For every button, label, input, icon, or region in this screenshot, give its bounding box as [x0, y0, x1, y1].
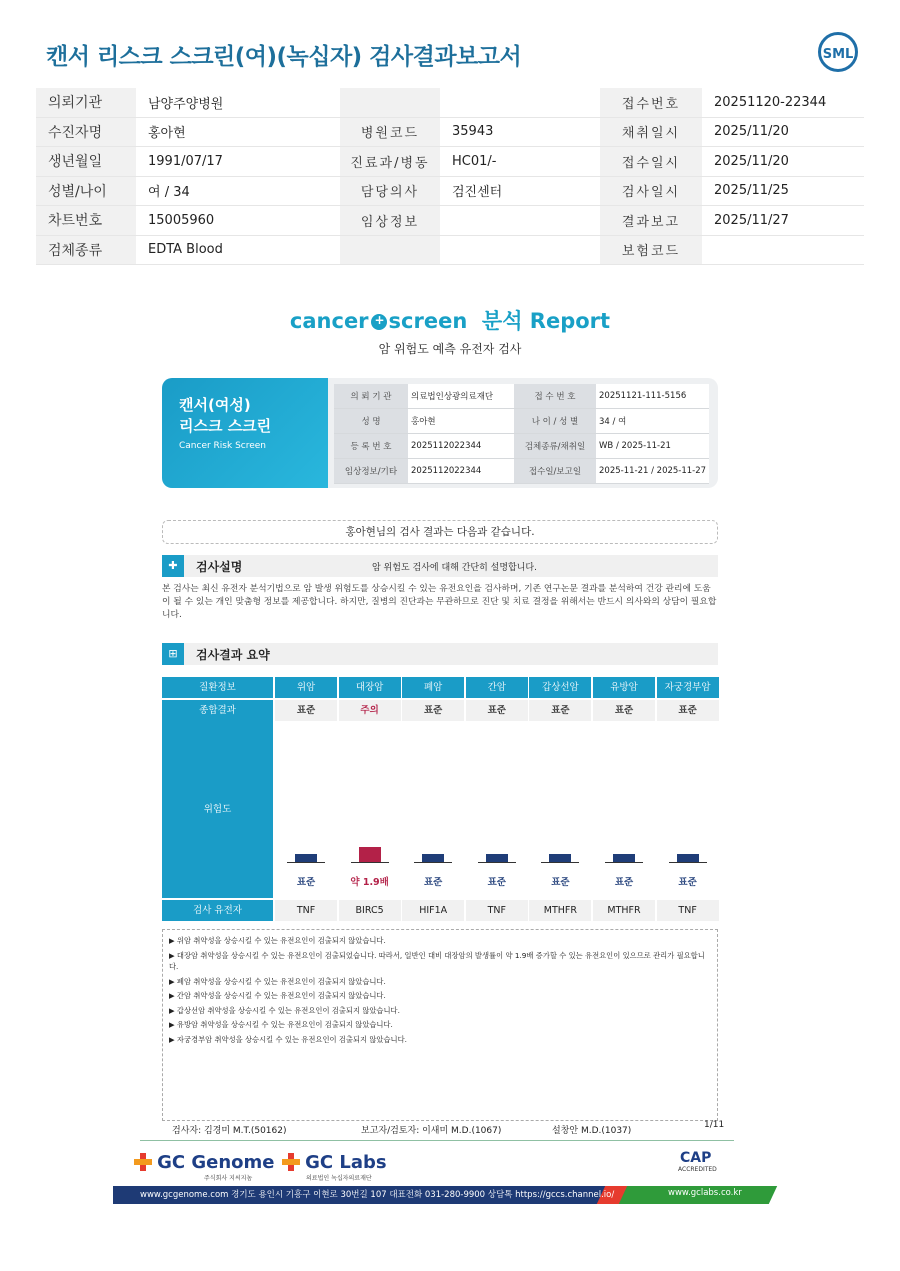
result-notice: 홍아현님의 검사 결과는 다음과 같습니다. — [162, 520, 718, 544]
tested-gene: HIF1A — [402, 900, 464, 921]
cap-accredited: ACCREDITED — [678, 1166, 717, 1173]
card-title-2: 리스크 스크린 — [179, 417, 272, 435]
section-summary-label: 검사결과 요약 — [196, 648, 270, 662]
finding-item: ▶ 갑상선암 취약성을 상승시킬 수 있는 유전요인이 검출되지 않았습니다. — [169, 1005, 400, 1015]
card-key: 접수일/보고일 — [514, 459, 596, 484]
info-key: 임상정보 — [340, 206, 440, 236]
brand-pre: cancer — [289, 309, 369, 333]
section-description-header — [162, 555, 718, 577]
risk-bar-label: 표준 — [487, 877, 506, 888]
risk-cell — [275, 721, 337, 898]
risk-bar — [359, 847, 381, 862]
card-table — [334, 384, 709, 484]
page-number: 1/11 — [704, 1120, 725, 1130]
info-value: 2025/11/27 — [702, 206, 864, 236]
info-value — [702, 235, 864, 265]
risk-bar — [677, 854, 699, 862]
section-description-text: 본 검사는 최신 유전자 분석기법으로 암 발생 위험도를 상승시킬 수 있는 유전요인을 검사하며, 기존 연구논문 결과를 분석하여 건강 관리에 도움이 될 수 있는 개인 맞춤형 정보를 제공합니다. 하지만, 질병의 진단과는 무관하므로 진단 및 치료 결정을 위해서는 반드시 의사와의 상담이 필요합니다. — [162, 584, 717, 620]
disease-header: 자궁경부암 — [657, 677, 719, 698]
info-key: 진료과/병동 — [340, 147, 440, 177]
info-key: 수진자명 — [36, 117, 136, 147]
disease-header: 간암 — [466, 677, 528, 698]
risk-cell — [339, 721, 401, 898]
tested-gene: TNF — [466, 900, 528, 921]
cap-logo: CAP — [680, 1150, 712, 1166]
footer-contact: www.gcgenome.com 경기도 용인시 기흥구 이현로 30번길 107 대표전화 031-280-9900 상담톡 https://gccs.channel.io/ — [140, 1190, 615, 1200]
card-title-en: Cancer Risk Screen — [179, 441, 267, 451]
info-row — [36, 117, 864, 147]
card-value: 20251121-111-5156 — [596, 384, 709, 409]
card-key: 검체종류/채취일 — [514, 434, 596, 459]
risk-baseline — [541, 862, 579, 863]
info-row — [36, 206, 864, 236]
stethoscope-icon: ✚ — [162, 555, 184, 577]
info-row — [36, 147, 864, 177]
info-key: 생년월일 — [36, 147, 136, 177]
patient-card — [162, 378, 718, 488]
info-key: 검체종류 — [36, 235, 136, 265]
overall-result: 표준 — [593, 700, 655, 721]
risk-bar — [422, 854, 444, 862]
finding-item: ▶ 유방암 취약성을 상승시킬 수 있는 유전요인이 검출되지 않았습니다. — [169, 1020, 393, 1029]
info-key: 차트번호 — [36, 206, 136, 236]
info-value: 여 / 34 — [136, 176, 340, 206]
report-brand — [0, 305, 900, 335]
tested-gene: BIRC5 — [339, 900, 401, 921]
section-summary-header — [162, 643, 718, 665]
risk-cell — [529, 721, 591, 898]
brand-post: 분석 Report — [481, 309, 611, 333]
disease-header: 유방암 — [593, 677, 655, 698]
card-key: 접 수 번 호 — [514, 384, 596, 409]
info-value: 15005960 — [136, 206, 340, 236]
disease-header: 폐암 — [402, 677, 464, 698]
gene-label: 검사 유전자 — [162, 900, 273, 921]
gc-genome-subtext: 주식회사 지씨지놈 — [204, 1175, 253, 1182]
sml-logo: SML — [818, 32, 858, 72]
info-key — [340, 235, 440, 265]
risk-cell — [593, 721, 655, 898]
risk-bar — [486, 854, 508, 862]
risk-bar-label: 표준 — [678, 877, 697, 888]
info-key: 의뢰기관 — [36, 88, 136, 117]
disease-header: 대장암 — [339, 677, 401, 698]
risk-bar-label: 표준 — [296, 877, 316, 888]
risk-cell — [402, 721, 464, 898]
card-value: 34 / 여 — [596, 409, 709, 434]
gc-cross-icon-2 — [282, 1153, 300, 1171]
info-key: 접수일시 — [600, 147, 702, 177]
finding-item: ▶ 위암 취약성을 상승시킬 수 있는 유전요인이 검출되지 않았습니다. — [169, 936, 386, 945]
overall-result: 주의 — [339, 700, 401, 721]
card-key: 등 록 번 호 — [334, 434, 408, 459]
approver-signature: 설창안 M.D.(1037) — [552, 1126, 632, 1136]
risk-label: 위험도 — [162, 721, 273, 898]
risk-plus-icon — [371, 314, 387, 330]
overall-label: 종합결과 — [162, 700, 273, 721]
card-title-1: 캔서(여성) — [179, 396, 251, 414]
gc-genome-logo — [134, 1152, 274, 1182]
reporter-signature: 보고자/검토자: 이새미 M.D.(1067) — [361, 1126, 502, 1136]
footer-divider — [140, 1140, 734, 1141]
info-key: 검사일시 — [600, 176, 702, 206]
examiner-signature: 검사자: 김경미 M.T.(50162) — [172, 1126, 287, 1136]
gc-labs-logo — [282, 1152, 387, 1182]
footer-url: www.gclabs.co.kr — [668, 1188, 742, 1198]
info-value: 20251120-22344 — [702, 88, 864, 117]
info-value: 검진센터 — [440, 176, 600, 206]
card-row — [334, 409, 709, 434]
overall-result: 표준 — [275, 700, 337, 721]
finding-item: ▶ 자궁경부암 취약성을 상승시킬 수 있는 유전요인이 검출되지 않았습니다. — [169, 1034, 407, 1044]
card-key: 임상정보/기타 — [334, 459, 408, 484]
medical-box-icon: ⊞ — [162, 643, 184, 665]
info-value: 2025/11/20 — [702, 117, 864, 147]
card-row — [334, 434, 709, 459]
info-key: 접수번호 — [600, 88, 702, 117]
risk-cell — [657, 721, 719, 898]
findings-box — [162, 929, 718, 1121]
risk-cell — [466, 721, 528, 898]
tested-gene: TNF — [657, 900, 719, 921]
risk-bar-label: 표준 — [614, 877, 634, 888]
info-key — [340, 88, 440, 117]
info-value: 홍아현 — [136, 117, 340, 147]
info-key: 결과보고 — [600, 206, 702, 236]
card-value: 홍아현 — [408, 409, 514, 434]
info-row — [36, 176, 864, 206]
info-key: 병원코드 — [340, 117, 440, 147]
info-row — [36, 88, 864, 117]
info-value: 2025/11/20 — [702, 147, 864, 177]
gc-labs-subtext: 의료법인 녹십자의료재단 — [306, 1175, 372, 1182]
card-row — [334, 459, 709, 484]
info-key: 채취일시 — [600, 117, 702, 147]
finding-item: ▶ 폐암 취약성을 상승시킬 수 있는 유전요인이 검출되지 않았습니다. — [169, 976, 386, 986]
disease-header: 갑상선암 — [529, 677, 591, 698]
gc-genome-text: GC Genome — [157, 1152, 275, 1173]
info-key: 보험코드 — [600, 235, 702, 265]
section-description-label: 검사설명 — [196, 560, 243, 574]
info-key: 담당의사 — [340, 176, 440, 206]
info-value: 남양주양병원 — [136, 88, 340, 117]
overall-result: 표준 — [529, 700, 591, 721]
header-disease-label: 질환정보 — [162, 677, 273, 698]
card-value: 2025112022344 — [408, 434, 514, 459]
card-value: 의료법인상광의료재단 — [408, 384, 514, 409]
disease-header: 위암 — [275, 677, 337, 698]
card-key: 나 이 / 성 별 — [514, 409, 596, 434]
info-value — [440, 235, 600, 265]
tested-gene: MTHFR — [593, 900, 655, 921]
info-value — [440, 206, 600, 236]
page-title: 캔서 리스크 스크린(여)(녹십자) 검사결과보고서 — [46, 44, 522, 70]
risk-baseline — [669, 862, 707, 863]
card-value: 2025112022344 — [408, 459, 514, 484]
card-row — [334, 384, 709, 409]
info-value: 2025/11/25 — [702, 176, 864, 206]
gc-cross-icon — [134, 1153, 152, 1171]
tested-gene: MTHFR — [529, 900, 591, 921]
risk-baseline — [351, 862, 389, 863]
report-subtitle: 암 위험도 예측 유전자 검사 — [378, 342, 522, 356]
card-value: 2025-11-21 / 2025-11-27 — [596, 459, 709, 484]
card-title-panel — [162, 378, 328, 488]
section-description-note: 암 위험도 검사에 대해 간단히 설명합니다. — [372, 563, 537, 573]
info-value: 35943 — [440, 117, 600, 147]
info-row — [36, 235, 864, 265]
card-key: 성 명 — [334, 409, 408, 434]
risk-bar-label: 약 1.9배 — [350, 877, 389, 888]
info-value: 1991/07/17 — [136, 147, 340, 177]
card-value: WB / 2025-11-21 — [596, 434, 709, 459]
info-table — [36, 88, 864, 265]
risk-bar-label: 표준 — [551, 877, 570, 888]
finding-item: ▶ 대장암 취약성을 상승시킬 수 있는 유전요인이 검출되었습니다. 따라서, 일반인 대비 대장암의 발생률이 약 1.9배 증가할 수 있는 유전요인이 있으므로 관리가 필요합니다. — [169, 950, 705, 971]
risk-bar — [549, 854, 571, 862]
info-value: EDTA Blood — [136, 235, 340, 265]
tested-gene: TNF — [275, 900, 337, 921]
finding-item: ▶ 간암 취약성을 상승시킬 수 있는 유전요인이 검출되지 않았습니다. — [169, 991, 386, 1000]
overall-result: 표준 — [657, 700, 719, 721]
footer-bar — [113, 1186, 765, 1204]
overall-result: 표준 — [466, 700, 528, 721]
risk-bar — [613, 854, 635, 862]
card-key: 의 뢰 기 관 — [334, 384, 408, 409]
info-value — [440, 88, 600, 117]
gc-labs-text: GC Labs — [305, 1152, 387, 1173]
overall-result: 표준 — [402, 700, 464, 721]
risk-bar-label: 표준 — [424, 877, 443, 888]
brand-mid: screen — [388, 309, 468, 333]
risk-bar — [295, 854, 317, 862]
risk-baseline — [287, 862, 325, 863]
risk-baseline — [478, 862, 516, 863]
info-key: 성별/나이 — [36, 176, 136, 206]
info-value: HC01/- — [440, 147, 600, 177]
risk-baseline — [605, 862, 643, 863]
risk-baseline — [414, 862, 452, 863]
